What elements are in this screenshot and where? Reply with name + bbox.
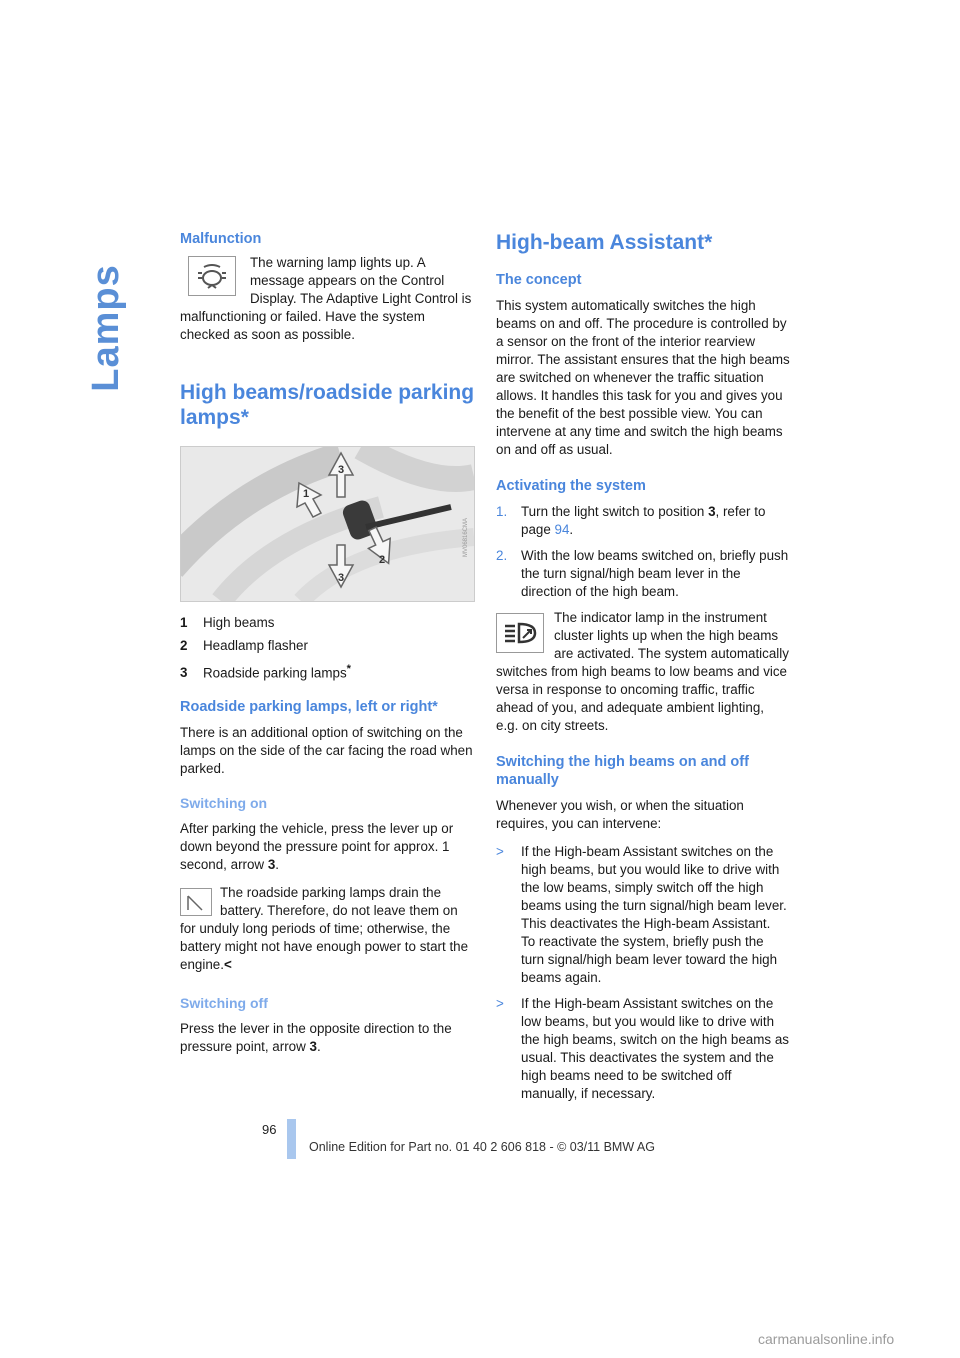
note-icon [180, 888, 212, 916]
optional-equipment-star: * [346, 663, 351, 675]
assistant-heading: High-beam Assistant* [496, 231, 713, 254]
list-item: 3 Roadside parking lamps* [180, 663, 351, 681]
figure-legend [180, 614, 475, 682]
page-number: 96 [262, 1122, 277, 1137]
concept-heading: The concept [496, 272, 582, 288]
figure-arrow-label: 3 [338, 464, 345, 476]
right-column [496, 230, 790, 1111]
roadside-heading: Roadside parking lamps, left or right* [180, 699, 438, 716]
list-item: 1 High beams [180, 615, 275, 630]
footer-accent-bar [287, 1119, 296, 1159]
indicator-note [496, 609, 790, 735]
indicator-text: The indicator lamp in the instrument cluster lights up when the high beams are activated. The system automatically switches from high beams to low beams and vice versa in response to oncoming traffic, traffic ahead of you, and adequate ambient lighting, e.g. on city streets. [496, 610, 789, 733]
malfunction-block [180, 254, 475, 344]
manual-bullets [496, 843, 790, 1103]
switching-off-text: Press the lever in the opposite direction to the pressure point, arrow 3. [180, 1021, 452, 1055]
page-94-link[interactable]: 94 [554, 522, 570, 537]
edition-footer: Online Edition for Part no. 01 40 2 606 818 - © 03/11 BMW AG [309, 1140, 655, 1154]
battery-note-text: The roadside parking lamps drain the battery. Therefore, do not leave them on for unduly long periods of time; otherwise, the battery might not have enough power to start the engine.< [180, 885, 469, 973]
list-item: 1. Turn the light switch to position 3, refer to page 94. [496, 504, 766, 537]
figure-arrow-label: 3 [338, 572, 345, 584]
section-side-title: Lamps [85, 264, 127, 392]
list-item: 2. With the low beams switched on, briefly push the turn signal/high beam lever in the direction of the high beam. [496, 548, 789, 599]
malfunction-text: The warning lamp lights up. A message appears on the Control Display. The Adaptive Light Control is malfunctioning or failed. Have the system checked as soon as possible. [180, 255, 472, 342]
watermark: carmanualsonline.info [758, 1331, 895, 1347]
list-item: > If the High-beam Assistant switches on the high beams, but you would like to drive with the low beams, simply switch off the high beams using the turn signal/high beam lever. This deactivates the High-beam Assistant. To reactivate the system, briefly push the turn signal/high beam lever toward the high beams again. [496, 844, 787, 985]
list-item: > If the High-beam Assistant switches on the low beams, but you would like to drive with the high beams, switch on the high beams as usual. This deactivates the system and the high beams need to be switched off manually, if necessary. [496, 996, 789, 1101]
switching-off-heading: Switching off [180, 995, 268, 1012]
roadside-text: There is an additional option of switching on the lamps on the side of the car facing the road when parked. [180, 725, 473, 777]
switching-on-heading: Switching on [180, 795, 268, 812]
switching-on-text: After parking the vehicle, press the lever up or down beyond the pressure point for approx. 1 second, arrow 3. [180, 821, 454, 873]
manual-intro: Whenever you wish, or when the situation requires, you can intervene: [496, 798, 744, 831]
figure-arrow-label: 1 [303, 488, 310, 500]
concept-text: This system automatically switches the high beams on and off. The procedure is controlled by a sensor on the front of the interior rearview mirror. The assistant ensures that the high beams are switched on whenever the traffic situation allows. It handles this task for you and gives you the benefit of the best possible view. You can intervene at any time and switch the high beams on and off as usual. [496, 298, 790, 457]
figure-code: MV06816CMA [463, 517, 469, 557]
adaptive-light-warning-icon [188, 256, 236, 296]
list-item: 2 Headlamp flasher [180, 638, 308, 653]
left-column [180, 230, 475, 1066]
activation-steps [496, 503, 790, 601]
high-beams-heading: High beams/roadside parking lamps* [180, 381, 475, 429]
battery-note [180, 884, 475, 974]
high-beam-assistant-indicator-icon [496, 613, 544, 653]
activating-heading: Activating the system [496, 478, 646, 494]
malfunction-heading: Malfunction [180, 231, 262, 247]
figure-arrow-label: 2 [379, 554, 386, 566]
manual-heading: Switching the high beams on and off manually [496, 754, 749, 788]
lever-illustration [180, 446, 475, 602]
